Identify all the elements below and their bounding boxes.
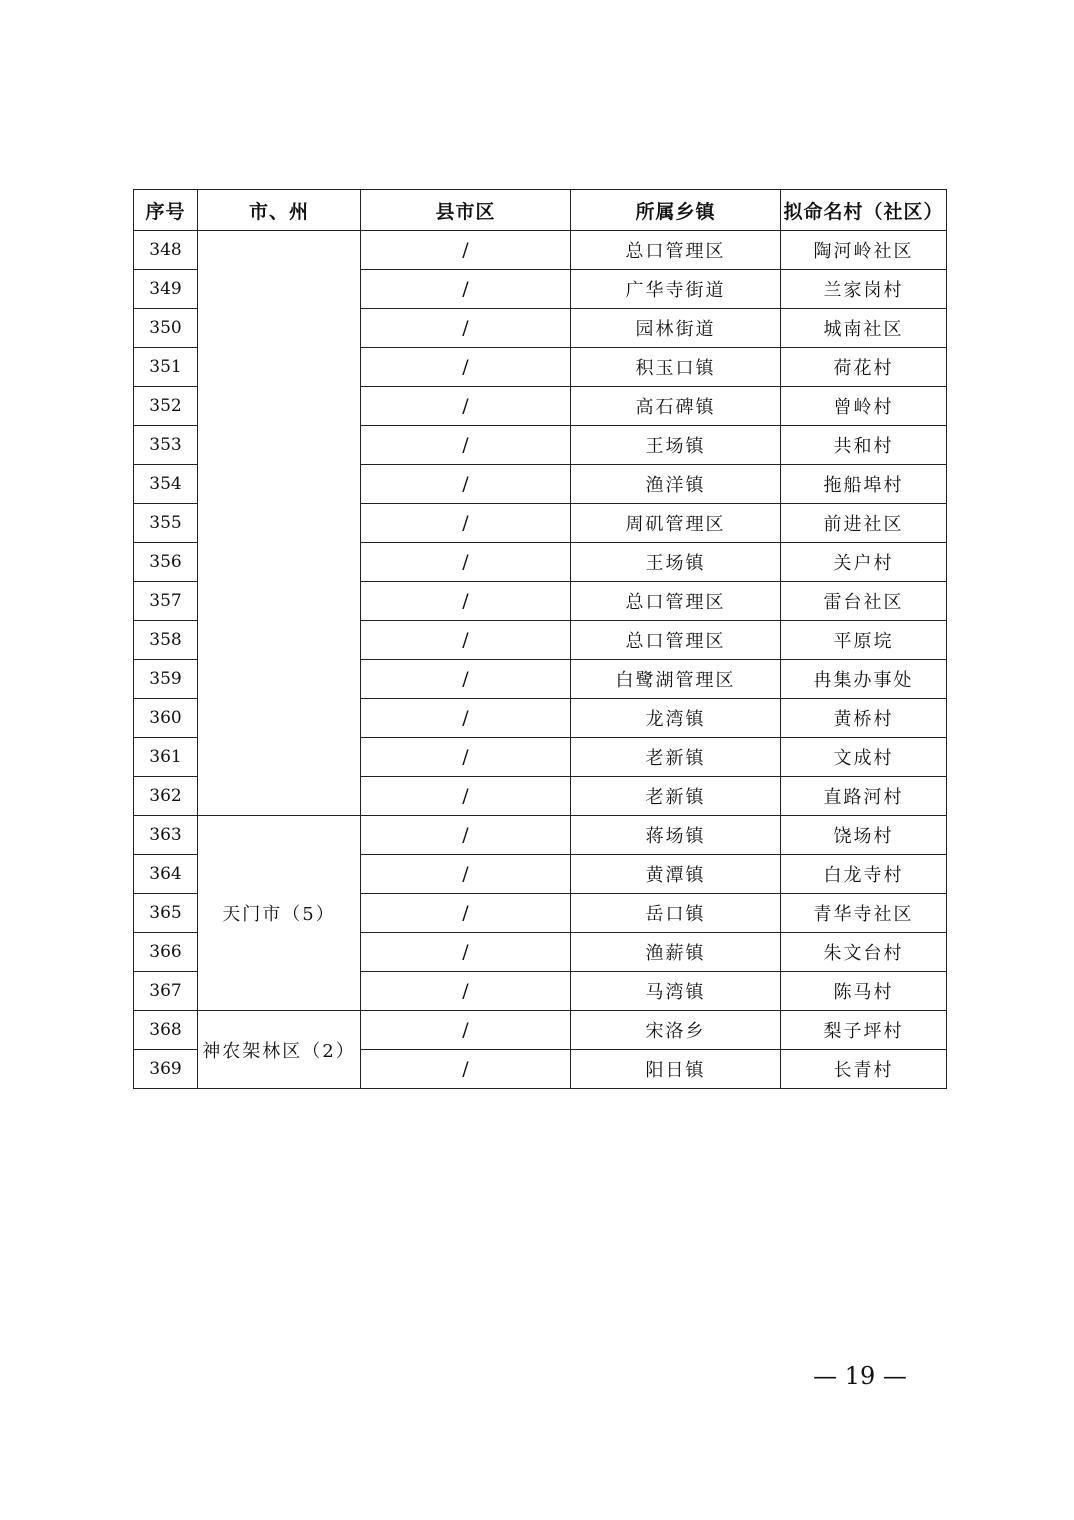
table-row — [134, 1011, 947, 1050]
cell-village: 关户村 — [781, 543, 947, 582]
cell-town: 总口管理区 — [571, 231, 781, 270]
page-number: — 19 — — [813, 1362, 907, 1390]
cell-village: 陶河岭社区 — [781, 231, 947, 270]
cell-village: 拖船埠村 — [781, 465, 947, 504]
cell-city: 天门市（5） — [198, 816, 361, 1011]
cell-county: / — [361, 1011, 571, 1050]
cell-seq: 368 — [134, 1011, 198, 1050]
cell-county: / — [361, 1050, 571, 1089]
cell-county: / — [361, 660, 571, 699]
cell-town: 渔薪镇 — [571, 933, 781, 972]
cell-town: 马湾镇 — [571, 972, 781, 1011]
cell-village: 共和村 — [781, 426, 947, 465]
cell-village: 青华寺社区 — [781, 894, 947, 933]
cell-county: / — [361, 777, 571, 816]
cell-county: / — [361, 231, 571, 270]
cell-county: / — [361, 348, 571, 387]
cell-seq: 348 — [134, 231, 198, 270]
cell-seq: 362 — [134, 777, 198, 816]
table-body — [134, 231, 947, 1089]
cell-county: / — [361, 543, 571, 582]
cell-village: 黄桥村 — [781, 699, 947, 738]
cell-county: / — [361, 426, 571, 465]
cell-seq: 350 — [134, 309, 198, 348]
cell-village: 兰家岗村 — [781, 270, 947, 309]
cell-village: 直路河村 — [781, 777, 947, 816]
cell-seq: 357 — [134, 582, 198, 621]
cell-town: 广华寺街道 — [571, 270, 781, 309]
cell-seq: 358 — [134, 621, 198, 660]
cell-seq: 349 — [134, 270, 198, 309]
cell-seq: 361 — [134, 738, 198, 777]
cell-city: 神农架林区（2） — [198, 1011, 361, 1089]
cell-seq: 359 — [134, 660, 198, 699]
cell-village: 前进社区 — [781, 504, 947, 543]
cell-seq: 367 — [134, 972, 198, 1011]
cell-seq: 356 — [134, 543, 198, 582]
cell-county: / — [361, 582, 571, 621]
cell-county: / — [361, 270, 571, 309]
cell-village: 白龙寺村 — [781, 855, 947, 894]
cell-village: 陈马村 — [781, 972, 947, 1011]
cell-village: 文成村 — [781, 738, 947, 777]
cell-village: 平原垸 — [781, 621, 947, 660]
cell-town: 王场镇 — [571, 543, 781, 582]
cell-town: 宋洛乡 — [571, 1011, 781, 1050]
cell-seq: 363 — [134, 816, 198, 855]
cell-seq: 364 — [134, 855, 198, 894]
cell-village: 雷台社区 — [781, 582, 947, 621]
table-row — [134, 816, 947, 855]
header-seq: 序号 — [134, 190, 198, 231]
cell-town: 阳日镇 — [571, 1050, 781, 1089]
cell-town: 老新镇 — [571, 777, 781, 816]
cell-town: 总口管理区 — [571, 621, 781, 660]
table-header-row — [134, 190, 947, 231]
cell-town: 蒋场镇 — [571, 816, 781, 855]
cell-city — [198, 231, 361, 816]
header-village: 拟命名村（社区） — [781, 190, 947, 231]
cell-county: / — [361, 504, 571, 543]
cell-county: / — [361, 816, 571, 855]
cell-seq: 351 — [134, 348, 198, 387]
header-city: 市、州 — [198, 190, 361, 231]
cell-county: / — [361, 387, 571, 426]
cell-town: 黄潭镇 — [571, 855, 781, 894]
cell-town: 白鹭湖管理区 — [571, 660, 781, 699]
cell-village: 城南社区 — [781, 309, 947, 348]
cell-seq: 352 — [134, 387, 198, 426]
cell-town: 园林街道 — [571, 309, 781, 348]
cell-county: / — [361, 738, 571, 777]
cell-town: 积玉口镇 — [571, 348, 781, 387]
cell-county: / — [361, 972, 571, 1011]
table-row — [134, 231, 947, 270]
cell-county: / — [361, 309, 571, 348]
cell-village: 曾岭村 — [781, 387, 947, 426]
cell-county: / — [361, 933, 571, 972]
cell-seq: 355 — [134, 504, 198, 543]
cell-village: 饶场村 — [781, 816, 947, 855]
cell-town: 龙湾镇 — [571, 699, 781, 738]
cell-town: 渔洋镇 — [571, 465, 781, 504]
cell-village: 冉集办事处 — [781, 660, 947, 699]
cell-village: 梨子坪村 — [781, 1011, 947, 1050]
cell-county: / — [361, 699, 571, 738]
cell-village: 朱文台村 — [781, 933, 947, 972]
village-naming-table — [133, 189, 947, 1089]
cell-seq: 354 — [134, 465, 198, 504]
header-county: 县市区 — [361, 190, 571, 231]
cell-town: 老新镇 — [571, 738, 781, 777]
cell-seq: 353 — [134, 426, 198, 465]
cell-town: 岳口镇 — [571, 894, 781, 933]
cell-town: 总口管理区 — [571, 582, 781, 621]
cell-village: 长青村 — [781, 1050, 947, 1089]
cell-seq: 366 — [134, 933, 198, 972]
cell-county: / — [361, 894, 571, 933]
cell-village: 荷花村 — [781, 348, 947, 387]
cell-county: / — [361, 465, 571, 504]
cell-town: 周矶管理区 — [571, 504, 781, 543]
cell-seq: 365 — [134, 894, 198, 933]
cell-seq: 369 — [134, 1050, 198, 1089]
cell-town: 王场镇 — [571, 426, 781, 465]
cell-seq: 360 — [134, 699, 198, 738]
cell-town: 高石碑镇 — [571, 387, 781, 426]
cell-county: / — [361, 855, 571, 894]
cell-county: / — [361, 621, 571, 660]
header-town: 所属乡镇 — [571, 190, 781, 231]
